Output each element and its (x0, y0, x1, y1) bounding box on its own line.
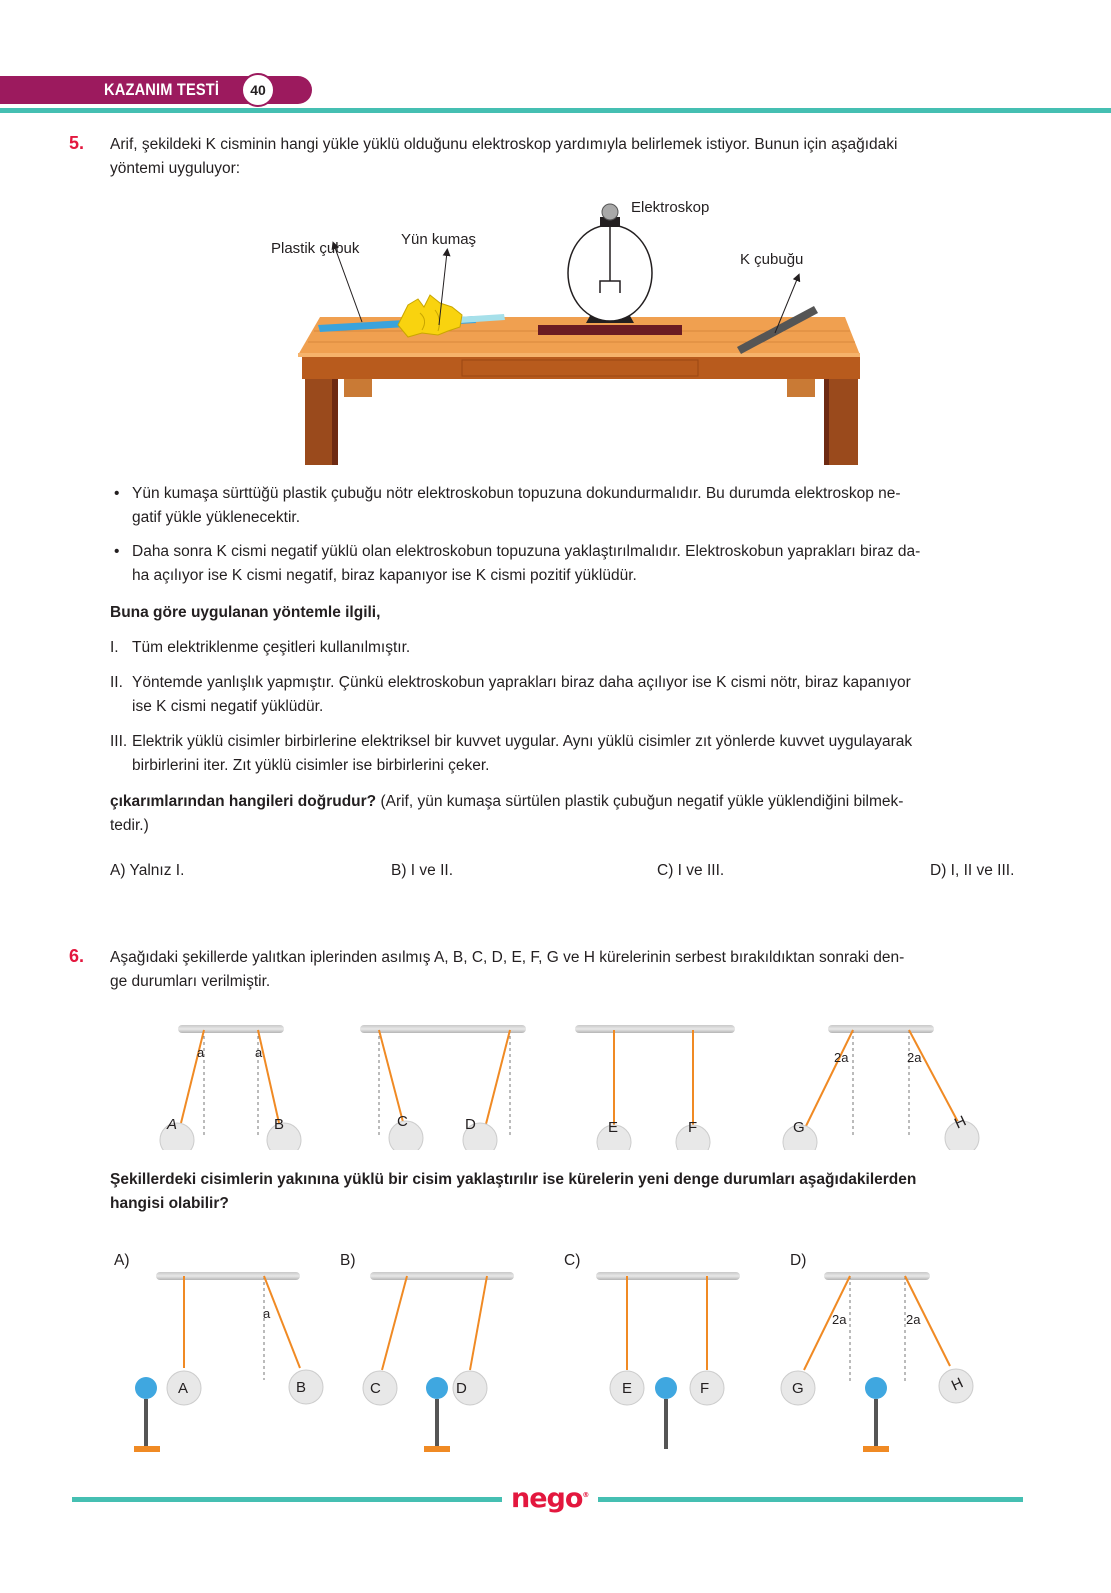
question-6-ask-1: Şekillerdeki cisimlerin yakınına yüklü bir cisim yaklaştırılır ise kürelerin yeni denge durumları aşağıdakilerden (110, 1171, 917, 1188)
opt-c-sphere-f: F (700, 1380, 710, 1397)
question-6-number: 6. (69, 946, 85, 966)
opt-d-angle-left: 2a (832, 1312, 847, 1327)
option-d-figure (781, 1272, 973, 1452)
sphere-f: F (688, 1119, 698, 1136)
label-wool-cloth: Yün kumaş (401, 231, 477, 248)
sphere-d: D (465, 1116, 476, 1133)
question-5-stem-1: Arif, şekildeki K cisminin hangi yükle yüklü olduğunu elektroskop yardımıyla belirlemek istiyor. Bunun için aşağıdaki (110, 136, 898, 153)
opt-a-sphere-a: A (178, 1380, 189, 1397)
option-a-figure (134, 1272, 323, 1452)
question-5-stem-2: yöntemi uyguluyor: (110, 160, 241, 177)
question-5-ask-bold: çıkarımlarından hangileri doğrudur? (110, 793, 377, 810)
statement-II-roman: II. (110, 674, 123, 691)
statement-III-roman: III. (110, 733, 128, 750)
question-5-number: 5. (69, 133, 85, 153)
question-5-lead: Buna göre uygulanan yöntemle ilgili, (110, 604, 381, 621)
q6-option-c[interactable]: C) (564, 1252, 581, 1269)
statement-III-text-2: birbirlerini iter. Zıt yüklü cisimler ise birbirlerini çeker. (132, 757, 490, 774)
angle-2a-left: 2a (834, 1050, 849, 1065)
question-6-stem-2: ge durumları verilmiştir. (110, 973, 271, 990)
q5-option-b[interactable]: B) I ve II. (391, 862, 454, 879)
sphere-e: E (608, 1119, 619, 1136)
question-6-ask-2: hangisi olabilir? (110, 1195, 229, 1212)
test-title: KAZANIM TESTİ (104, 80, 220, 99)
header-divider (0, 108, 1111, 113)
option-b-figure (363, 1272, 514, 1452)
bullet-1-line-1: • Yün kumaşa sürttüğü plastik çubuğu nötr elektroskobun topuzuna dokundurmalıdır. Bu durumda elektroskop ne- (132, 482, 901, 506)
opt-c-sphere-e: E (622, 1380, 633, 1397)
figure-ef (575, 1025, 735, 1150)
figure-gh (783, 1025, 979, 1150)
registered-mark: ® (582, 1491, 589, 1499)
label-electroscope: Elektroskop (631, 199, 710, 216)
question-5-ask-2: tedir.) (110, 817, 149, 834)
footer-line-right (598, 1497, 1023, 1502)
opt-a-angle: a (263, 1306, 271, 1321)
q5-option-d[interactable]: D) I, II ve III. (930, 862, 1015, 879)
statement-I-text: Tüm elektriklenme çeşitleri kullanılmıştır. (132, 639, 411, 656)
statement-II-text-2: ise K cismi negatif yüklüdür. (132, 698, 324, 715)
statement-II-text-1: Yöntemde yanlışlık yapmıştır. Çünkü elektroskobun yaprakları biraz daha açılıyor ise K cismi nötr, biraz kapanıyor (132, 674, 911, 691)
publisher-logo (511, 1483, 588, 1514)
opt-d-angle-right: 2a (906, 1312, 921, 1327)
question-5-ask-note: (Arif, yün kumaşa sürtülen plastik çubuğun negatif yükle yüklendiğini bilmek- (376, 793, 904, 810)
opt-b-sphere-d: D (456, 1380, 467, 1397)
angle-a-right: a (255, 1045, 263, 1060)
label-k-rod: K çubuğu (740, 251, 804, 268)
label-plastic-rod: Plastik çubuk (271, 240, 360, 257)
angle-2a-right: 2a (907, 1050, 922, 1065)
q6-option-b[interactable]: B) (340, 1252, 356, 1269)
q6-option-d[interactable]: D) (790, 1252, 807, 1269)
bullet-2-line-1: • Daha sonra K cismi negatif yüklü olan elektroskobun topuzuna yaklaştırılmalıdır. Elektroskobun yaprakları biraz da- (132, 540, 920, 564)
opt-d-sphere-g: G (792, 1380, 804, 1397)
q5-option-c[interactable]: C) I ve III. (657, 862, 725, 879)
sphere-a: A (167, 1116, 178, 1133)
question-6-stem-1: Aşağıdaki şekillerde yalıtkan iplerinden asılmış A, B, C, D, E, F, G ve H kürelerinin serbest bırakıldıktan sonraki den- (110, 949, 905, 966)
bullet-1-line-2: gatif yükle yüklenecektir. (132, 509, 301, 526)
logo-text: nego (511, 1483, 583, 1514)
sphere-h: H (951, 1112, 969, 1133)
opt-b-sphere-c: C (370, 1380, 381, 1397)
opt-a-sphere-b: B (296, 1379, 307, 1396)
q6-option-a[interactable]: A) (114, 1252, 130, 1269)
test-number-badge: 40 (241, 73, 275, 107)
q6-option-figures (100, 1260, 1000, 1460)
bullet-2-line-2: ha açılıyor ise K cismi negatif, biraz kapanıyor ise K cismi pozitif yüklüdür. (132, 567, 637, 584)
figure-cd (360, 1025, 526, 1150)
footer-line-left (72, 1497, 502, 1502)
electroscope-table-figure (290, 195, 870, 470)
question-5-ask-1 (110, 790, 903, 814)
option-c-figure (596, 1272, 740, 1449)
statement-III-text-1: Elektrik yüklü cisimler birbirlerine elektriksel bir kuvvet uygular. Aynı yüklü cisimler zıt yönlerde kuvvet uygulayarak (132, 733, 913, 750)
opt-d-sphere-h: H (948, 1374, 966, 1395)
q5-option-a[interactable]: A) Yalnız I. (110, 862, 185, 879)
statement-I-roman: I. (110, 639, 119, 656)
sphere-g: G (793, 1119, 805, 1136)
angle-a-left: a (197, 1045, 205, 1060)
sphere-b: B (274, 1116, 285, 1133)
sphere-c: C (397, 1113, 408, 1130)
